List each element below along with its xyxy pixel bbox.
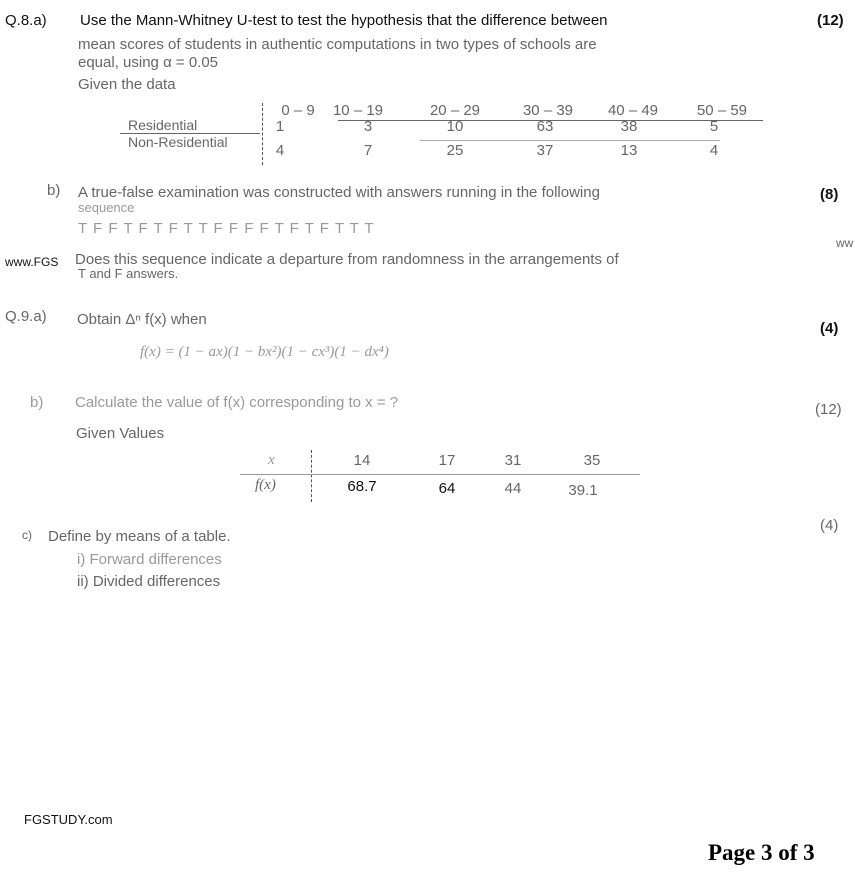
table-header: 30 – 39 bbox=[522, 102, 574, 119]
q8b-line-2: sequence bbox=[78, 200, 135, 215]
table-cell: 10 bbox=[446, 118, 464, 135]
fx-value: 68.7 bbox=[347, 478, 377, 495]
table-cell: 37 bbox=[536, 142, 554, 159]
fx-value: 44 bbox=[504, 480, 522, 497]
q8b-line-1: A true-false examination was constructed with answers running in the following bbox=[78, 184, 600, 201]
x-value: 31 bbox=[504, 452, 522, 469]
table-header: 10 – 19 bbox=[332, 102, 384, 119]
table-cell: 4 bbox=[275, 142, 285, 159]
fx-value: 64 bbox=[438, 480, 456, 497]
q9b-line: Calculate the value of f(x) corresponding to x = ? bbox=[75, 394, 399, 411]
x-label: x bbox=[268, 452, 275, 468]
table-cell: 38 bbox=[620, 118, 638, 135]
q8a-line-3: equal, using α = 0.05 bbox=[78, 54, 219, 71]
q8a-line-4: Given the data bbox=[78, 76, 176, 93]
table-cell: 1 bbox=[275, 118, 285, 135]
q9b-label: b) bbox=[30, 394, 44, 411]
q9a-marks: (4) bbox=[820, 320, 839, 337]
q8a-line-1: Use the Mann-Whitney U-test to test the hypothesis that the difference between bbox=[80, 12, 608, 29]
table-cell: 63 bbox=[536, 118, 554, 135]
q8a-marks: (12) bbox=[817, 12, 844, 29]
q8b-line-5: T and F answers. bbox=[78, 266, 179, 281]
table-cell: 25 bbox=[446, 142, 464, 159]
table-cell: 4 bbox=[709, 142, 719, 159]
q9c-item-2: ii) Divided differences bbox=[77, 573, 221, 590]
q9c-line: Define by means of a table. bbox=[48, 528, 231, 545]
q9a-line: Obtain Δⁿ f(x) when bbox=[77, 311, 207, 328]
table-cell: 7 bbox=[363, 142, 373, 159]
table-cell: 3 bbox=[363, 118, 373, 135]
table-header: 0 – 9 bbox=[281, 102, 315, 119]
q9c-item-1: i) Forward differences bbox=[77, 551, 222, 568]
watermark-left: www.FGS bbox=[5, 255, 59, 269]
row-label-residential: Residential bbox=[128, 117, 198, 133]
site-name: FGSTUDY.com bbox=[24, 812, 113, 827]
table-cell: 5 bbox=[709, 118, 719, 135]
page-number: Page 3 of 3 bbox=[708, 840, 815, 865]
watermark-right: ww bbox=[836, 236, 854, 250]
q9a-label: Q.9.a) bbox=[5, 308, 47, 325]
q8b-label: b) bbox=[47, 182, 61, 199]
q9c-marks: (4) bbox=[820, 517, 839, 534]
q8a-label: Q.8.a) bbox=[5, 12, 47, 29]
x-value: 17 bbox=[438, 452, 456, 469]
fx-value: 39.1 bbox=[568, 482, 598, 499]
table-header: 40 – 49 bbox=[607, 102, 659, 119]
x-value: 35 bbox=[583, 452, 601, 469]
q8a-line-2: mean scores of students in authentic computations in two types of schools are bbox=[78, 36, 597, 53]
table-header: 20 – 29 bbox=[429, 102, 481, 119]
q9b-given: Given Values bbox=[76, 425, 165, 442]
q8b-marks: (8) bbox=[820, 186, 839, 203]
table-header: 50 – 59 bbox=[696, 102, 748, 119]
q9c-label: c) bbox=[22, 528, 32, 542]
q9a-formula: f(x) = (1 − ax)(1 − bx²)(1 − cx³)(1 − dx⁴) bbox=[140, 344, 389, 360]
table-cell: 13 bbox=[620, 142, 638, 159]
row-label-non-residential: Non-Residential bbox=[128, 134, 228, 150]
true-false-sequence: T F F T F T F T T F F F F T F T F T T T bbox=[78, 220, 375, 237]
x-value: 14 bbox=[353, 452, 371, 469]
fx-label: f(x) bbox=[255, 477, 276, 493]
q9b-marks: (12) bbox=[815, 401, 842, 418]
q8b-line-4: Does this sequence indicate a departure from randomness in the arrangements of bbox=[75, 251, 619, 268]
